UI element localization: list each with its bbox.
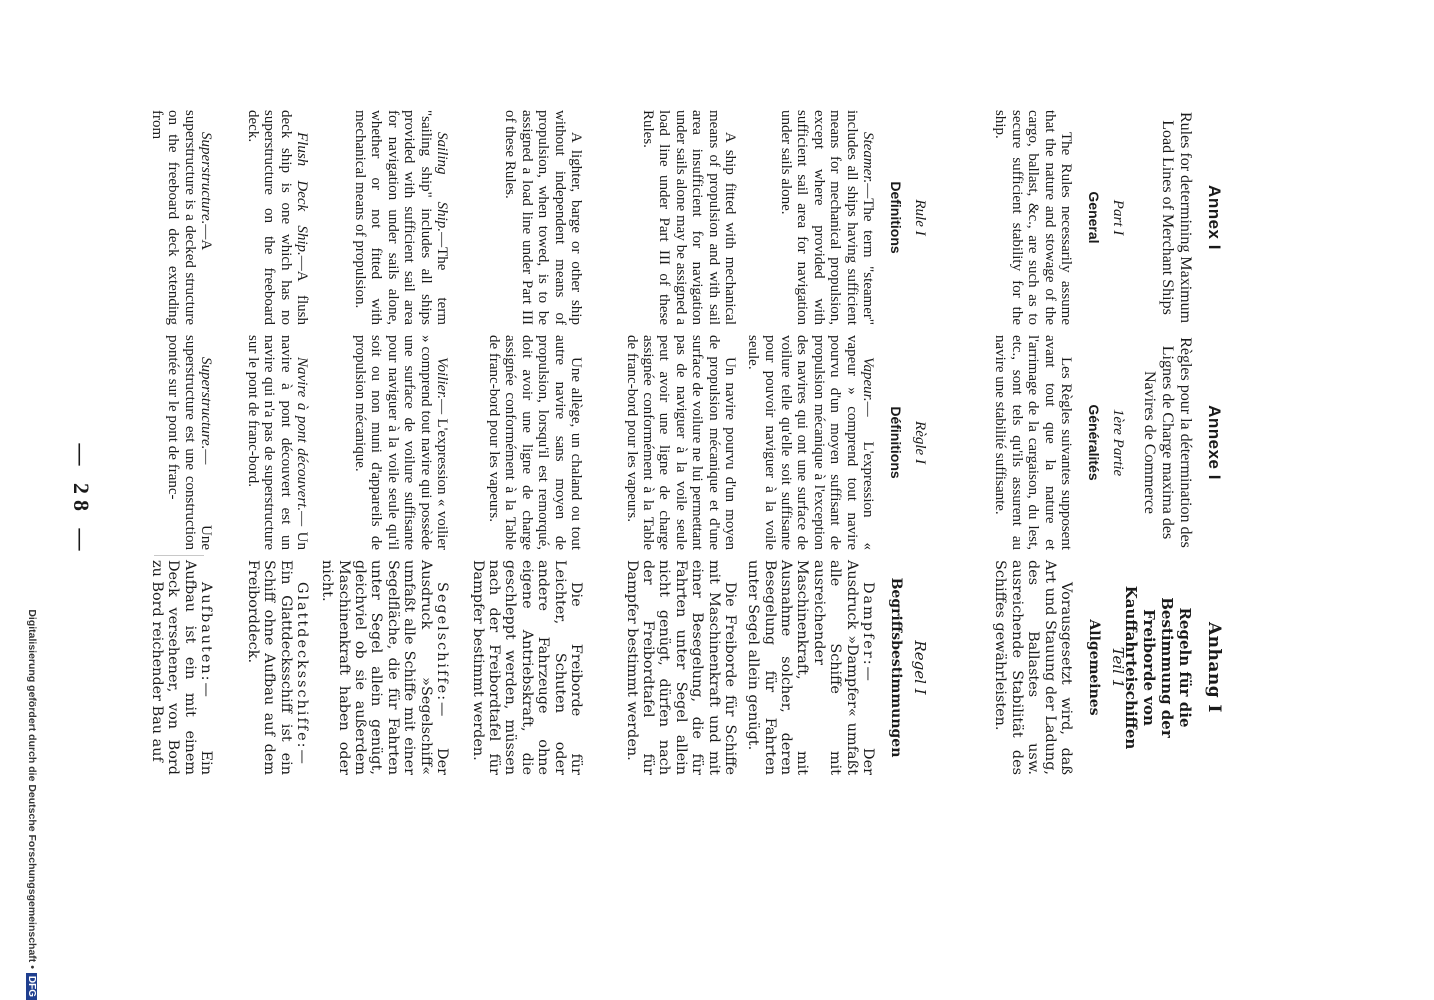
- french-superstructure-definition: [165, 335, 214, 550]
- german-flush-term: Glattdecksschiffe:: [294, 582, 310, 750]
- french-steamer-definition: [745, 335, 876, 550]
- french-steamer-text: — L'expression « vapeur » comprend tout navire pourvu d'un moyen suffisant de propulsion mécanique à l'exception des navires qui ont une surface de voilure telle qu'elle soit suffisante pour pouvoir naviguer à la voile seule.: [745, 335, 876, 550]
- german-annex-title: Anhang I: [1204, 621, 1224, 714]
- english-part-label: Part I: [1110, 199, 1126, 236]
- english-lighter-paragraph: A lighter, barge or other ship without independent means of propulsion, when towed, is to be assigned a load line under Part III of these Rules.: [502, 110, 584, 325]
- french-lighter-paragraph: Une allège, un chaland ou tout autre navire sans moyen de propulsion, lorsqu'il est remorqué, doit avoir une ligne de charge assignée conformément à la Table de franc-bord pour les vapeurs.: [485, 335, 584, 550]
- german-heading: Regeln für die Bestimmung der Freiborde von Kauffahrteischiffen: [1122, 585, 1194, 750]
- english-definitions-subhead: Definitions: [888, 181, 904, 254]
- french-heading: Règles pour la détermination des Lignes de Charge maxima des Navires de Commerce: [1141, 337, 1194, 548]
- english-rule-label: Rule I: [912, 199, 928, 236]
- german-steamer-definition: [745, 560, 876, 775]
- german-mechanical-paragraph: Die Freiborde für Schiffe mit Maschinenkraft und mit einer Besegelung, die für Fahrten unter Segel allein nicht genügt, dürfen nach der Freibordtafel für Dampfer bestimmt werden.: [623, 560, 738, 775]
- dfg-footer: [26, 0, 38, 1000]
- french-general-subhead: Généralités: [1086, 404, 1102, 481]
- german-rule-label: Regel I: [911, 640, 929, 695]
- french-steamer-term: Vapeur.: [860, 357, 876, 402]
- english-mechanical-paragraph: A ship fitted with mechanical means of propulsion and with sail area insufficient for navigation under sails alone may be assigned a load line under Part III of these Rules.: [639, 110, 738, 325]
- german-sailing-text: — Der Ausdruck »Segelschiff« umfaßt alle Schiffe mit einer Segelfläche, die für Fahrten unter Segel allein genügt, gleichviel ob sie außerdem Maschinenkraft haben oder nicht.: [319, 560, 450, 775]
- german-general-subhead: Allgemeines: [1086, 619, 1102, 716]
- english-flush-definition: [244, 110, 310, 325]
- english-flush-term: Flush Deck Ship.: [294, 132, 310, 256]
- english-super-term: Superstructure.: [198, 132, 214, 225]
- french-super-text: — Une superstructure est une construction pontée sur le pont de franc-: [165, 335, 214, 550]
- french-super-term: Superstructure.: [198, 357, 214, 450]
- french-general-paragraph: Les Règles suivantes supposent avant tout que la nature et l'arrimage de la cargaison, du lest, etc., sont tels qu'ils assurent au navire une stabilité suffisante.: [992, 335, 1074, 550]
- english-general-paragraph: The Rules necessarily assume that the nature and stowage of the cargo, ballast, &c., are such as to secure sufficient stability for the ship.: [992, 110, 1074, 325]
- english-flush-text: —A flush deck ship is one which has no superstructure on the freeboard deck.: [244, 110, 310, 325]
- english-sailing-definition: [352, 110, 450, 325]
- french-flush-text: — Un navire à pont découvert est un navire qui n'a pas de superstructure sur le pont de franc-bord.: [244, 335, 310, 550]
- german-superstructure-definition: [148, 560, 214, 775]
- dfg-footer-text: Digitalisierung gefördert durch die Deutsche Forschungsgemeinschaft •: [26, 609, 38, 969]
- german-sailing-term: Segelschiffe:: [434, 582, 450, 703]
- german-flush-text: — Ein Glattdecksschiff ist ein Schiff ohne Aufbau auf dem Freiborddeck.: [244, 560, 310, 775]
- german-part-label: Teil 1: [1109, 646, 1127, 689]
- english-steamer-term: Steamer.: [860, 132, 876, 184]
- french-sailing-term: Voilier.: [434, 357, 450, 400]
- english-annex-title: Annex I: [1205, 185, 1224, 250]
- german-steamer-term: Dampfer:: [860, 582, 876, 667]
- french-mechanical-paragraph: Un navire pourvu d'un moyen de propulsion mécanique et d'une surface de voilure ne lui permettant pas de naviguer à la voile seule peut avoir une ligne de charge assignée conformément à la Table de franc-bord pour les vapeurs.: [623, 335, 738, 550]
- french-annex-title: Annexe I: [1205, 405, 1224, 480]
- german-flush-definition: [244, 560, 310, 775]
- french-rule-label: Règle I: [912, 421, 928, 464]
- english-heading: Rules for determining Maximum Load Lines of Merchant Ships: [1159, 111, 1194, 324]
- english-steamer-text: —The term "steamer" includes all ships having sufficient means for mechanical propulsion, except where provided with sufficient sail area for navigation under sails alone.: [777, 110, 876, 325]
- german-sailing-definition: [319, 560, 450, 775]
- english-sailing-text: —The term "sailing ship" includes all ships provided with sufficient sail area for navigation under sails alone, whether or not fitted with mechanical means of propulsion.: [351, 110, 450, 326]
- english-general-subhead: General: [1086, 191, 1102, 244]
- french-sailing-definition: [352, 335, 450, 550]
- french-flush-term: Navire à pont découvert.: [294, 357, 310, 512]
- french-definitions-subhead: Définitions: [888, 406, 904, 479]
- german-super-text: — Ein Aufbau ist ein mit einem Deck versehener, von Bord zu Bord reichender Bau auf: [148, 560, 214, 775]
- column-divider: [154, 555, 204, 556]
- english-superstructure-definition: [148, 110, 214, 325]
- french-flush-definition: [244, 335, 310, 550]
- french-sailing-text: — L'expression « voilier » comprend tout navire qui possède une surface de voilure suffisante pour naviguer à la voile seule qu'il soit ou non muni d'appareils de propulsion mécanique.: [351, 335, 450, 550]
- english-steamer-definition: [778, 110, 876, 325]
- dfg-logo-badge: DFG: [26, 973, 37, 1000]
- german-general-paragraph: Vorausgesetzt wird, daß Art und Stauung der Ladung, des Ballastes usw. ausreichende Stabilität des Schiffes gewährleisten.: [992, 560, 1074, 775]
- german-super-term: Aufbauten:: [198, 582, 214, 683]
- page-number: — 28 —: [69, 443, 94, 557]
- german-lighter-paragraph: Die Freiborde für Leichter, Schuten oder andere Fahrzeuge ohne eigene Antriebskraft, die geschleppt werden, müssen nach der Freibordtafel für Dampfer bestimmt werden.: [469, 560, 584, 775]
- english-sailing-term: Sailing Ship.: [434, 132, 450, 233]
- german-steamer-text: — Der Ausdruck »Dampfer« umfaßt alle Schiffe mit ausreichender Maschinenkraft, mit Ausnahme solcher, deren Besegelung für Fahrten unter Segel allein genügt.: [745, 560, 876, 775]
- german-definitions-subhead: Begriffsbestimmungen: [888, 577, 904, 758]
- english-super-text: —A superstructure is a decked structure on the freeboard deck extending from: [148, 110, 214, 325]
- french-part-label: 1ère Partie: [1110, 408, 1126, 477]
